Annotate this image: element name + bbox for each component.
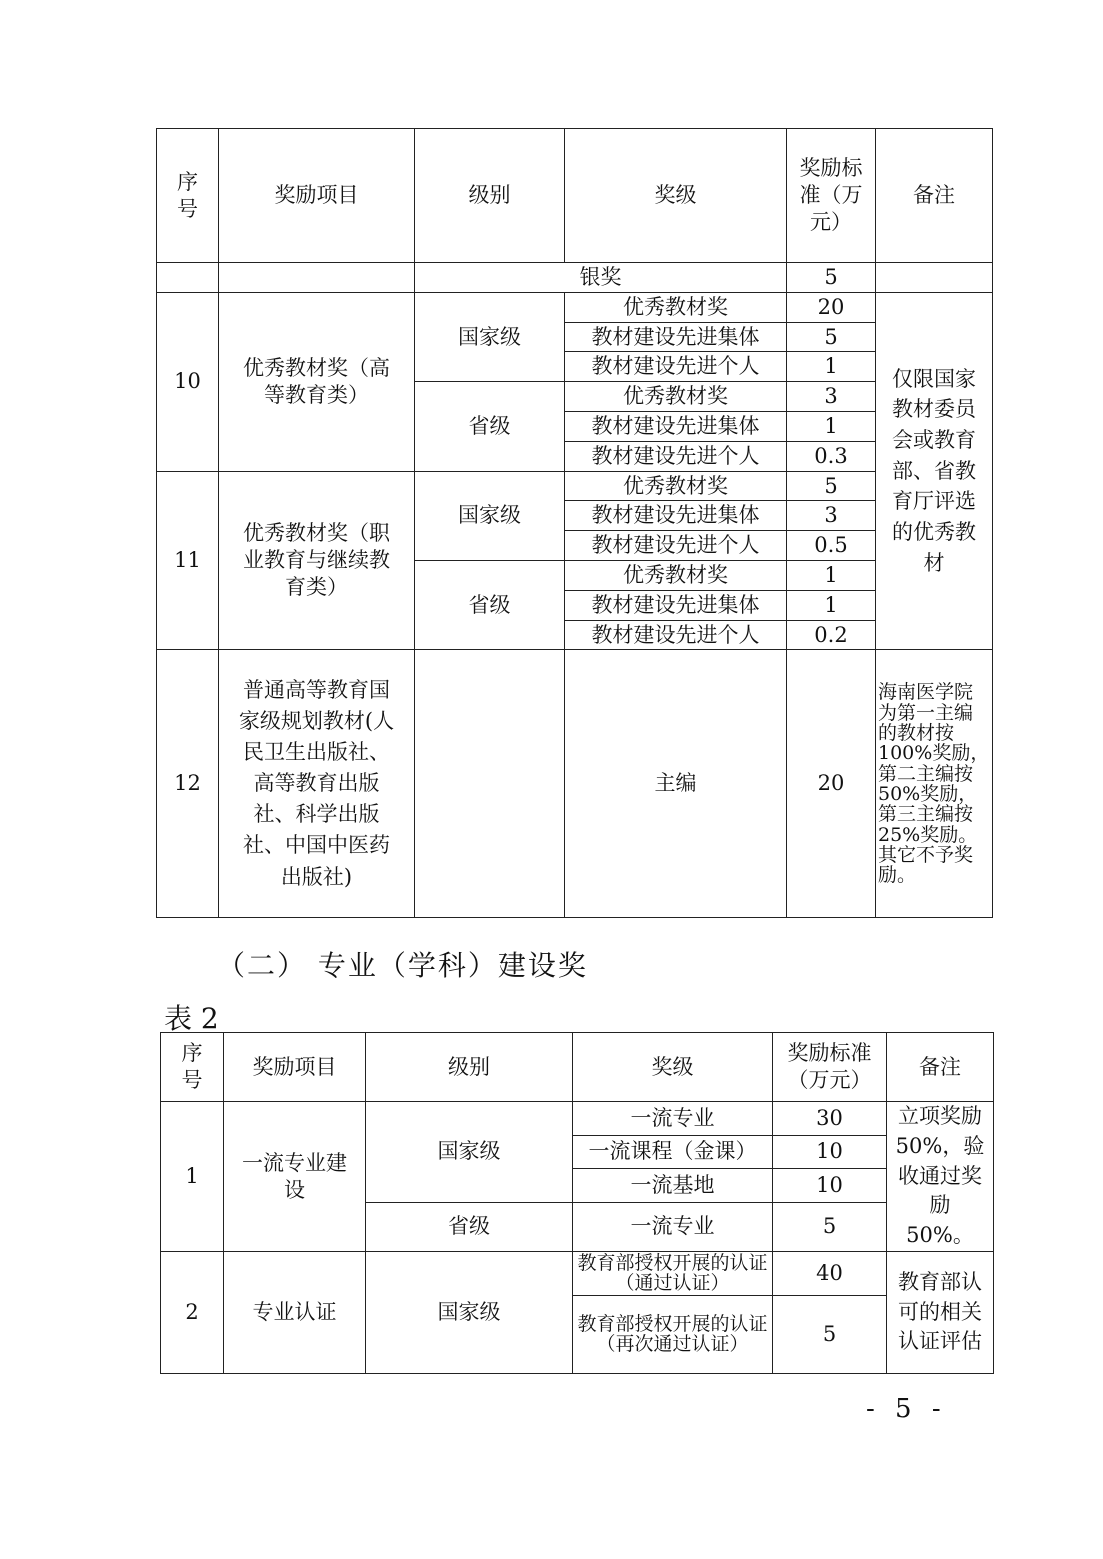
page-number: - 5 - [866,1394,947,1424]
header-grade: 奖级 [565,129,787,263]
header-standard: 奖励标 准（万 元） [787,129,876,263]
grade-cell: 优秀教材奖 [565,471,787,501]
grade-cell: 一流专业 [573,1202,773,1251]
header-item: 奖励项目 [219,129,415,263]
value-cell: 40 [773,1252,887,1296]
value-cell: 0.5 [787,531,876,561]
header-standard: 奖励标准 （万元） [773,1033,887,1102]
item-cell: 优秀教材奖（高等教育类） [219,292,415,471]
header-grade: 奖级 [573,1033,773,1102]
level-cell: 国家级 [366,1252,573,1374]
grade-cell: 教材建设先进个人 [565,352,787,382]
empty-cell [876,263,993,293]
table-row [157,263,993,293]
grade-cell: 优秀教材奖 [565,560,787,590]
note-cell: 立项奖励 50%，验收通过奖励 50%。 [887,1102,994,1252]
grade-cell: 优秀教材奖 [565,382,787,412]
grade-cell: 教材建设先进个人 [565,531,787,561]
value-cell: 20 [787,292,876,322]
header-note: 备注 [887,1033,994,1102]
level-cell: 国家级 [366,1102,573,1203]
value-cell: 3 [787,382,876,412]
value-cell: 3 [787,501,876,531]
level-cell: 省级 [366,1202,573,1251]
seq-cell: 10 [157,292,219,471]
grade-cell: 优秀教材奖 [565,292,787,322]
value-cell: 1 [787,590,876,620]
item-cell: 专业认证 [224,1252,366,1374]
reward-table-2 [160,1032,994,1374]
seq-cell: 2 [161,1252,224,1374]
value-cell: 5 [787,322,876,352]
value-cell: 0.3 [787,441,876,471]
reward-table-1 [156,128,993,918]
header-seq: 序 号 [157,129,219,263]
value-cell: 30 [773,1102,887,1136]
seq-cell: 11 [157,471,219,650]
grade-cell: 教材建设先进集体 [565,411,787,441]
value-cell: 5 [773,1202,887,1251]
table-label: 表 2 [164,1002,219,1035]
note-cell: 仅限国家教材委员会或教育部、省教育厅评选的优秀教材 [876,292,993,650]
table-row [161,1252,994,1296]
section-heading: （二） 专业（学科）建设奖 [217,949,588,982]
table-header-row [161,1033,994,1102]
empty-cell [219,263,415,293]
grade-cell: 教材建设先进集体 [565,322,787,352]
grade-cell: 一流专业 [573,1102,773,1136]
grade-cell: 主编 [565,650,787,918]
grade-cell: 银奖 [415,263,787,293]
header-seq: 序 号 [161,1033,224,1102]
level-cell: 省级 [415,560,565,649]
value-cell: 20 [787,650,876,918]
header-note: 备注 [876,129,993,263]
table-header-row [157,129,993,263]
table-row [157,471,993,501]
item-cell: 一流专业建设 [224,1102,366,1252]
grade-cell: 教材建设先进个人 [565,441,787,471]
value-cell: 5 [773,1296,887,1374]
item-cell: 优秀教材奖（职业教育与继续教育类） [219,471,415,650]
item-cell: 普通高等教育国家级规划教材(人民卫生出版社、高等教育出版社、科学出版社、中国中医药出版社) [219,650,415,918]
value-cell: 10 [773,1135,887,1169]
empty-cell [415,650,565,918]
level-cell: 国家级 [415,292,565,381]
seq-cell: 1 [161,1102,224,1252]
grade-cell: 一流课程（金课） [573,1135,773,1169]
header-level: 级别 [415,129,565,263]
table-row [157,650,993,918]
grade-cell: 教材建设先进集体 [565,501,787,531]
note-cell: 教育部认可的相关认证评估 [887,1252,994,1374]
value-cell: 0.2 [787,620,876,650]
note-cell: 海南医学院为第一主编的教材按100%奖励，第二主编按50%奖励，第三主编按25%奖励。其它不予奖励。 [876,650,993,918]
value-cell: 1 [787,411,876,441]
empty-cell [157,263,219,293]
grade-cell: 教育部授权开展的认证（通过认证） [573,1252,773,1296]
seq-cell: 12 [157,650,219,918]
value-cell: 5 [787,263,876,293]
grade-cell: 教材建设先进个人 [565,620,787,650]
level-cell: 省级 [415,382,565,471]
table-row [161,1102,994,1136]
value-cell: 10 [773,1169,887,1203]
grade-cell: 一流基地 [573,1169,773,1203]
grade-cell: 教育部授权开展的认证（再次通过认证） [573,1296,773,1374]
grade-cell: 教材建设先进集体 [565,590,787,620]
value-cell: 1 [787,352,876,382]
level-cell: 国家级 [415,471,565,560]
table-row [157,292,993,322]
header-item: 奖励项目 [224,1033,366,1102]
value-cell: 5 [787,471,876,501]
header-level: 级别 [366,1033,573,1102]
value-cell: 1 [787,560,876,590]
